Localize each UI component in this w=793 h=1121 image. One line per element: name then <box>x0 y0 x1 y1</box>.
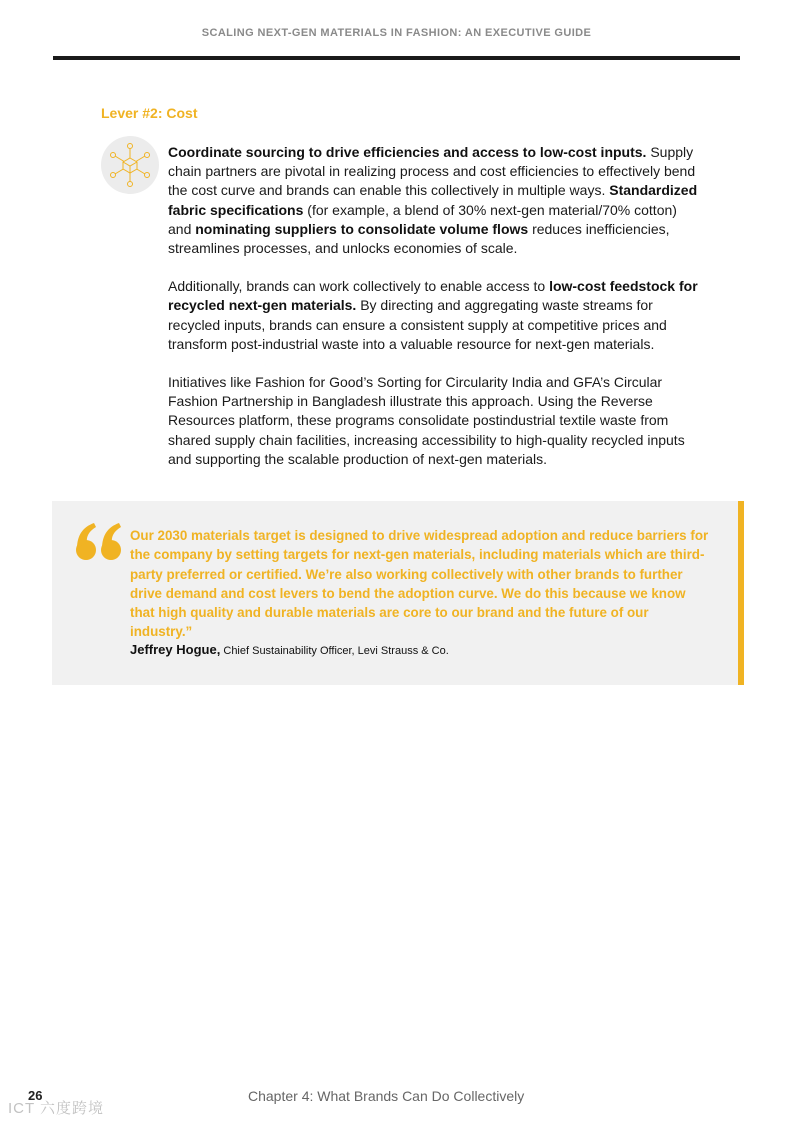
quote-attribution <box>130 642 710 657</box>
body-text <box>168 143 698 488</box>
pull-quote-text: Our 2030 materials target is designed to drive widespread adoption and reduce barriers for the company by setting targets for next-gen materials, including materials which are third-party preferred or certified. We’re also working collectively with other brands to further drive demand and cost levers to bend the adoption curve. We do this because we know that high quality and durable materials are core to our brand and the future of our industry.” <box>130 528 709 640</box>
paragraph-feedstock <box>168 277 698 354</box>
text-run: (for example, a blend of 30% next-gen material/70% cotton) and <box>168 201 677 237</box>
footer-chapter-title: Chapter 4: What Brands Can Do Collectively <box>248 1088 525 1104</box>
section-title: Lever #2: Cost <box>101 105 198 121</box>
watermark: ICT 六度跨境 <box>8 1100 105 1117</box>
text-run: By directing and aggregating waste streams for recycled inputs, brands can ensure a consistent supply at competitive prices and transform post-industrial waste into a valuable resource for next-gen materials. <box>168 297 667 352</box>
paragraph-initiatives: Initiatives like Fashion for Good’s Sorting for Circularity India and GFA’s Circular Fashion Partnership in Bangladesh illustrate this approach. Using the Reverse Resources platform, these programs consolidate postindustrial textile waste from shared supply chain facilities, increasing accessibility to high-quality recycled inputs and supporting the scalable production of next-gen materials. <box>168 374 685 467</box>
quote-author-role: Chief Sustainability Officer, Levi Strauss & Co. <box>220 645 449 657</box>
emphasis-standardized-specs: Standardized fabric specifications <box>168 182 698 218</box>
paragraph-sourcing <box>168 143 698 258</box>
page-number: 26 <box>28 1088 43 1103</box>
lead-sentence: Coordinate sourcing to drive efficiencies and access to low-cost inputs. <box>168 144 647 160</box>
header-divider <box>53 56 740 60</box>
running-header: SCALING NEXT-GEN MATERIALS IN FASHION: AN EXECUTIVE GUIDE <box>201 27 592 39</box>
network-box-icon <box>101 136 159 194</box>
pull-quote-accent-bar <box>738 501 744 685</box>
quote-author: Jeffrey Hogue, <box>130 642 221 657</box>
emphasis-low-cost-feedstock: low-cost feedstock for recycled next-gen materials. <box>168 278 698 314</box>
quote-mark-icon <box>76 522 124 562</box>
text-run: Additionally, brands can work collectively to enable access to <box>168 278 550 295</box>
text-run: Supply chain partners are pivotal in realizing process and cost efficiencies to effectively bend the cost curve and brands can enable this collectively in multiple ways. <box>168 144 696 199</box>
text-run: reduces inefficiencies, streamlines processes, and unlocks economies of scale. <box>168 220 670 257</box>
emphasis-nominating-suppliers: nominating suppliers to consolidate volume flows <box>195 220 529 237</box>
